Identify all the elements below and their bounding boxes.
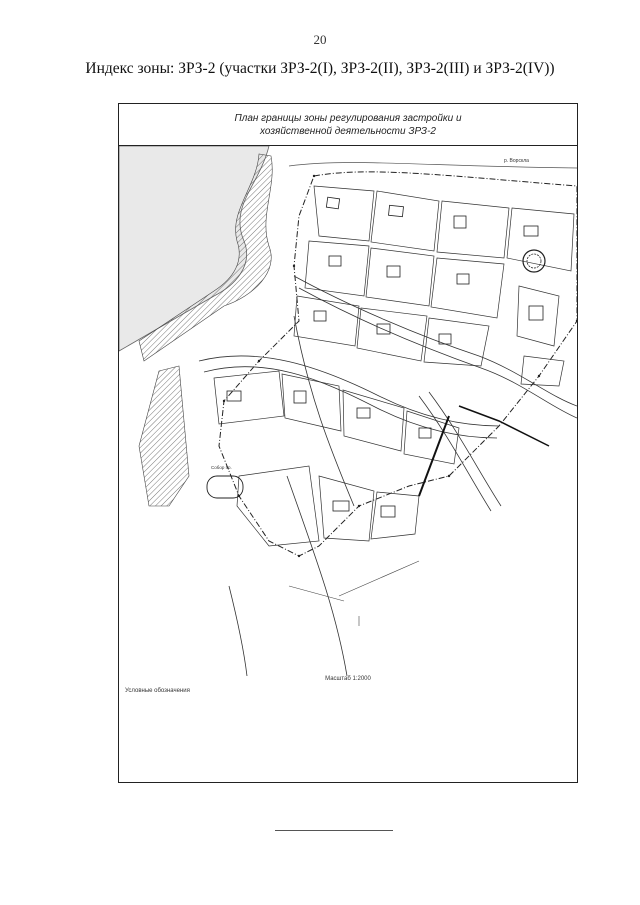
page-number: 20 xyxy=(313,32,327,47)
plan-title-line-1: План границы зоны регулирования застройки и xyxy=(234,113,462,124)
legend xyxy=(125,688,571,696)
street-lines xyxy=(199,276,577,676)
monument-circle xyxy=(523,250,545,272)
plan-title xyxy=(119,104,577,146)
dimension-lines xyxy=(289,561,419,626)
footer-separator xyxy=(275,830,393,831)
building-label: Собор пр. xyxy=(211,465,232,470)
thick-road xyxy=(419,406,549,496)
buildings xyxy=(227,197,543,517)
slope-hatching xyxy=(139,366,189,506)
site-map-drawing xyxy=(119,146,577,676)
river-label: р. Ворскла xyxy=(504,158,529,164)
legend-title: Условные обозначения xyxy=(125,688,190,694)
zone-boundary-plan xyxy=(118,103,578,783)
plan-map xyxy=(119,146,577,676)
map-scale: Масштаб 1:2000 xyxy=(325,676,371,682)
river-shore-line xyxy=(289,163,577,168)
zone-index-heading: Индекс зоны: ЗРЗ-2 (участки ЗРЗ-2(I), ЗРЗ-2(II), ЗРЗ-2(III) и ЗРЗ-2(IV)) xyxy=(85,60,555,77)
plan-title-line-2: хозяйственной деятельности ЗРЗ-2 xyxy=(260,126,436,137)
